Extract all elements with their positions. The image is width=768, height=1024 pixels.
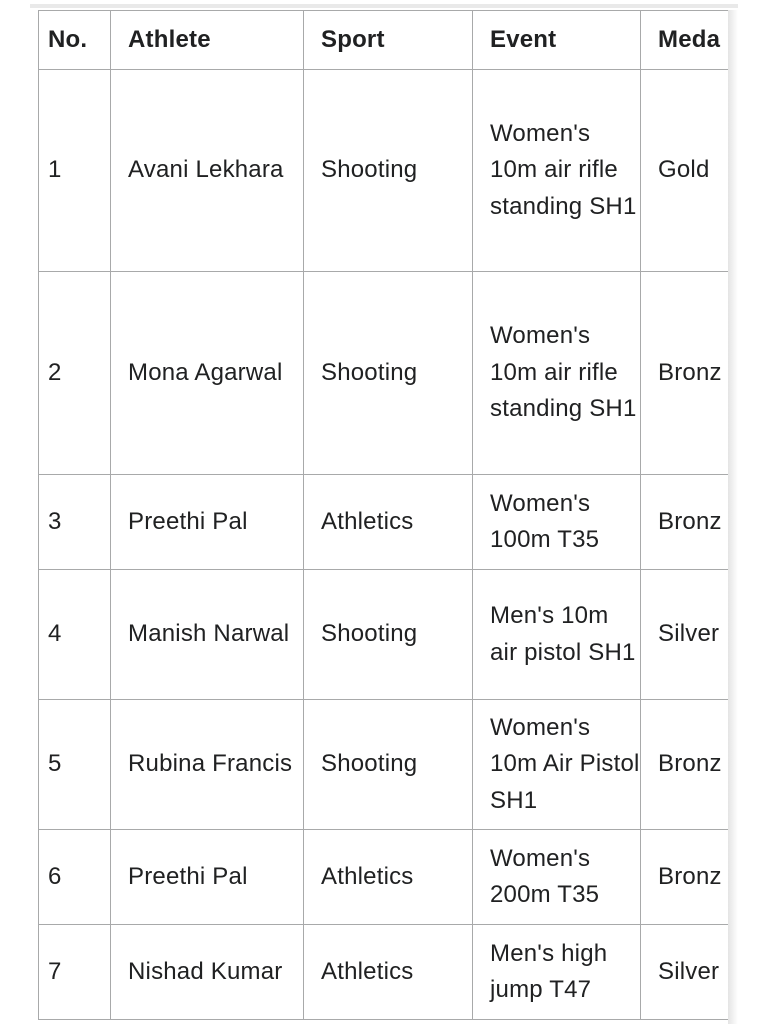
cell-event: Women's 10m air rifle standing SH1 [473,70,641,272]
cell-athlete: Mona Agarwal [111,272,304,475]
cell-athlete: Preethi Pal [111,830,304,925]
cell-no: 1 [39,70,111,272]
cell-no: 3 [39,475,111,570]
cell-sport: Athletics [304,475,473,570]
cell-no: 2 [39,272,111,475]
table-row [39,700,729,830]
cell-medal: Bronz [641,272,729,475]
cell-sport: Shooting [304,272,473,475]
table-row [39,925,729,1020]
table-row [39,475,729,570]
cell-no: 7 [39,925,111,1020]
cell-no: 5 [39,700,111,830]
cell-medal: Silver [641,925,729,1020]
header-athlete[interactable]: Athlete [111,11,304,70]
cell-medal: Gold [641,70,729,272]
scroll-edge-shadow [728,10,738,1024]
cell-event: Men's 10m air pistol SH1 [473,570,641,700]
cell-athlete: Manish Narwal [111,570,304,700]
cell-event: Women's 100m T35 [473,475,641,570]
cell-event: Women's 10m Air Pistol SH1 [473,700,641,830]
cell-event: Men's high jump T47 [473,925,641,1020]
cell-medal: Bronz [641,830,729,925]
cell-medal: Bronz [641,700,729,830]
table-row [39,70,729,272]
table-header-row [39,11,729,70]
header-event[interactable]: Event [473,11,641,70]
table-row [39,570,729,700]
cell-medal: Silver [641,570,729,700]
header-sport[interactable]: Sport [304,11,473,70]
cell-sport: Athletics [304,925,473,1020]
cell-no: 4 [39,570,111,700]
cell-medal: Bronz [641,475,729,570]
cell-athlete: Avani Lekhara [111,70,304,272]
medal-table [38,10,728,1020]
cell-athlete: Nishad Kumar [111,925,304,1020]
cell-athlete: Rubina Francis [111,700,304,830]
cell-sport: Shooting [304,570,473,700]
table-row [39,272,729,475]
table-scroll-container[interactable] [38,10,728,1024]
cell-athlete: Preethi Pal [111,475,304,570]
top-divider [30,4,738,8]
cell-event: Women's 10m air rifle standing SH1 [473,272,641,475]
cell-no: 6 [39,830,111,925]
header-no[interactable]: No. [39,11,111,70]
header-medal[interactable]: Meda [641,11,729,70]
table-row [39,830,729,925]
cell-sport: Shooting [304,70,473,272]
cell-event: Women's 200m T35 [473,830,641,925]
cell-sport: Athletics [304,830,473,925]
cell-sport: Shooting [304,700,473,830]
